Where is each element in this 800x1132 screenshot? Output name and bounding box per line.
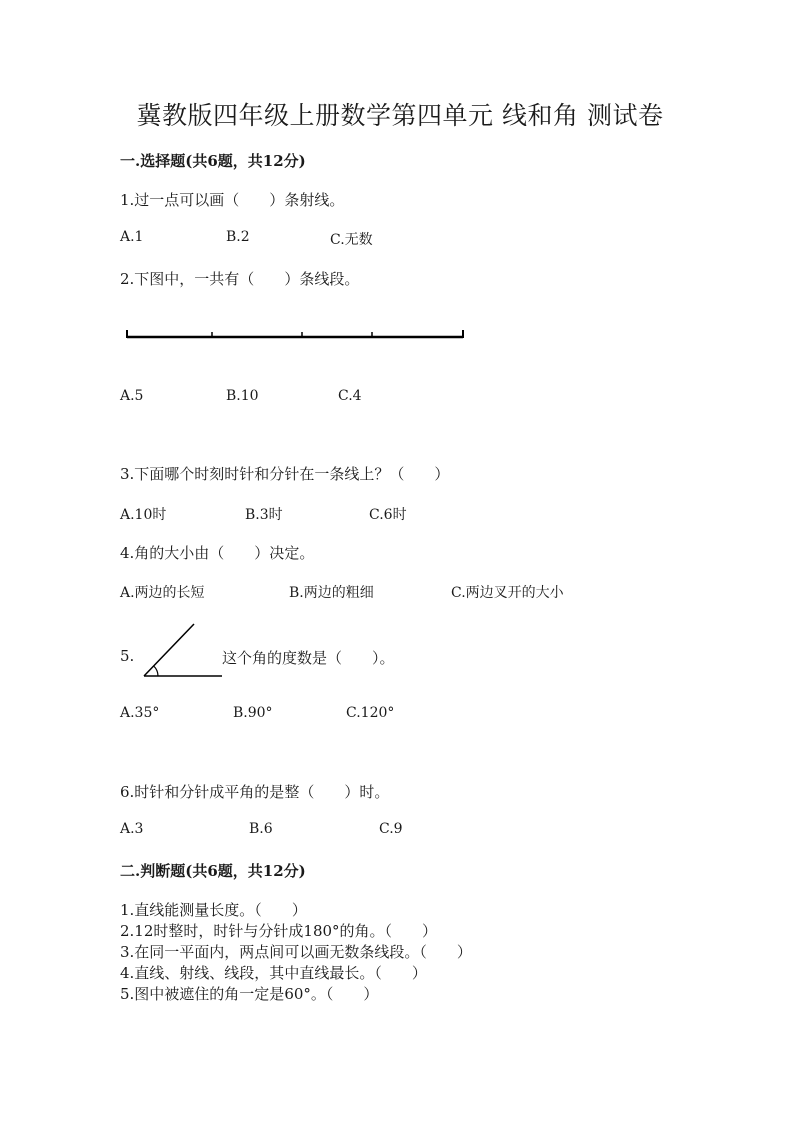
section-heading-choice: 一.选择题(共6题，共12分): [120, 152, 306, 170]
judgment-item: 1.直线能测量长度。（ ）: [120, 901, 307, 919]
section-heading-judgment: 二.判断题(共6题，共12分): [120, 862, 306, 880]
question-3: 3.下面哪个时刻时针和分针在一条线上？（ ）: [120, 465, 450, 483]
question-5-number: 5.: [120, 647, 135, 665]
question-6: 6.时针和分针成平角的是整（ ）时。: [120, 783, 390, 801]
q2-option-a: A.5: [120, 388, 144, 404]
question-5: 这个角的度数是（ ）。: [222, 649, 395, 667]
q1-option-b: B.2: [226, 229, 250, 245]
question-1: 1.过一点可以画（ ）条射线。: [120, 191, 345, 209]
q1-option-c: C.无数: [330, 232, 373, 248]
q1-option-a: A.1: [120, 229, 144, 245]
judgment-item: 4.直线、射线、线段，其中直线最长。（ ）: [120, 964, 427, 982]
page-title: 冀教版四年级上册数学第四单元 线和角 测试卷: [136, 101, 664, 130]
judgment-item: 5.图中被遮住的角一定是60°。（ ）: [120, 985, 379, 1003]
q3-option-b: B.3时: [245, 507, 283, 523]
q4-option-a: A.两边的长短: [120, 585, 205, 601]
judgment-item: 2.12时整时，时针与分针成180°的角。（ ）: [120, 922, 438, 940]
q2-option-c: C.4: [338, 388, 362, 404]
q3-option-a: A.10时: [120, 507, 167, 523]
q4-option-c: C.两边叉开的大小: [451, 585, 564, 601]
q4-option-b: B.两边的粗细: [289, 585, 374, 601]
q6-option-b: B.6: [249, 821, 273, 837]
q2-option-b: B.10: [226, 388, 259, 404]
question-4: 4.角的大小由（ ）决定。: [120, 544, 315, 562]
q6-option-c: C.9: [379, 821, 403, 837]
question-2: 2.下图中，一共有（ ）条线段。: [120, 270, 360, 288]
q5-option-c: C.120°: [346, 705, 395, 721]
judgment-item: 3.在同一平面内，两点间可以画无数条线段。（ ）: [120, 943, 472, 961]
q5-option-b: B.90°: [233, 705, 273, 721]
line-segment-figure: [120, 325, 470, 345]
q6-option-a: A.3: [120, 821, 144, 837]
q3-option-c: C.6时: [369, 507, 407, 523]
angle-figure: [138, 620, 228, 682]
q5-option-a: A.35°: [120, 705, 160, 721]
